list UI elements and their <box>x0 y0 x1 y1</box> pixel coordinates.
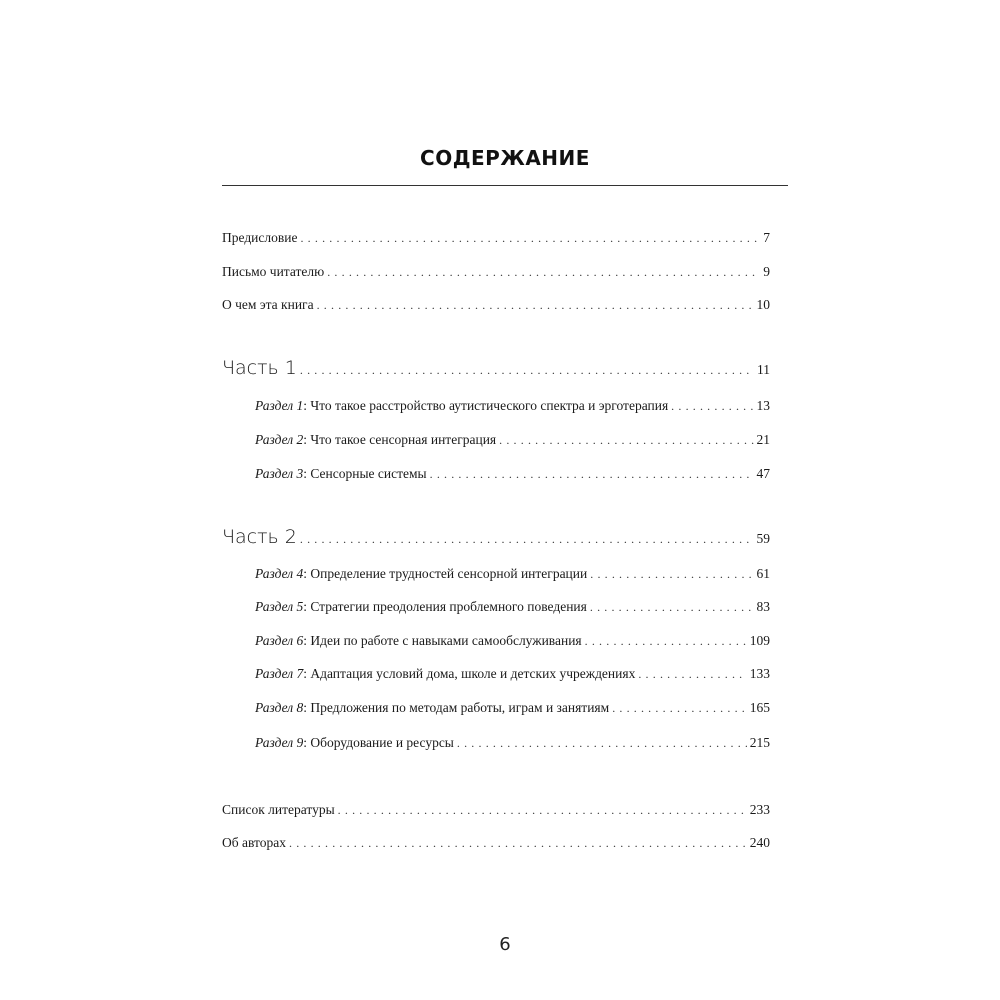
toc-section-6 <box>255 633 770 649</box>
section-prefix: Раздел 5 <box>255 599 304 614</box>
section-title: : Сенсорные системы <box>303 466 427 481</box>
toc-section-3 <box>255 466 770 482</box>
toc-entry-label: Об авторах <box>222 835 286 850</box>
toc-section-7 <box>255 666 770 682</box>
toc-entry-about-book <box>222 297 770 313</box>
toc-part-1 <box>222 357 770 379</box>
toc-section-label <box>255 735 454 751</box>
toc-section-1 <box>255 398 770 414</box>
toc-page-number: 61 <box>756 566 770 581</box>
toc-section-label <box>255 566 587 582</box>
toc-section-label <box>255 700 609 716</box>
section-title: : Стратегии преодоления проблемного поведения <box>303 599 587 614</box>
toc-entry-references <box>222 802 770 818</box>
section-title: : Что такое расстройство аутистического спектра и эрготерапия <box>303 398 669 413</box>
dot-leader <box>300 526 754 545</box>
toc-page-number: 215 <box>749 735 770 750</box>
section-prefix: Раздел 1 <box>255 398 304 413</box>
dot-leader <box>638 666 746 680</box>
section-prefix: Раздел 9 <box>255 735 304 750</box>
dot-leader <box>499 432 753 446</box>
toc-section-label <box>255 466 427 482</box>
toc-section-2 <box>255 432 770 448</box>
toc-part-label: Часть 2 <box>222 526 297 548</box>
dot-leader <box>430 466 754 480</box>
dot-leader <box>590 599 754 613</box>
section-prefix: Раздел 2 <box>255 432 304 447</box>
toc-entry-label: Письмо читателю <box>222 264 325 279</box>
toc-part-2 <box>222 526 770 548</box>
toc-section-label <box>255 599 587 615</box>
toc-section-label <box>255 633 582 649</box>
toc-section-label <box>255 666 635 682</box>
toc-page-number: 13 <box>756 398 770 413</box>
toc-page-number: 233 <box>749 802 770 817</box>
toc-entry-label: О чем эта книга <box>222 297 314 312</box>
dot-leader <box>338 802 747 816</box>
toc-page-number: 133 <box>749 666 770 681</box>
toc-page-number: 83 <box>756 599 770 614</box>
dot-leader <box>289 835 747 849</box>
toc-section-9 <box>255 735 770 751</box>
toc-page-number: 47 <box>756 466 770 481</box>
toc-section-label <box>255 398 668 414</box>
section-title: : Определение трудностей сенсорной интеграции <box>303 566 588 581</box>
dot-leader <box>300 230 760 244</box>
dot-leader <box>671 398 753 412</box>
section-title: : Оборудование и ресурсы <box>303 735 454 750</box>
section-title: : Что такое сенсорная интеграция <box>303 432 497 447</box>
toc-page-number: 10 <box>756 297 770 312</box>
dot-leader <box>327 264 760 278</box>
dot-leader <box>317 297 754 311</box>
section-prefix: Раздел 3 <box>255 466 304 481</box>
toc-entry-letter <box>222 264 770 280</box>
page-title: СОДЕРЖАНИЕ <box>420 146 590 170</box>
toc-page-number: 165 <box>749 700 770 715</box>
toc-entry-authors <box>222 835 770 851</box>
dot-leader <box>612 700 747 714</box>
section-title: : Предложения по методам работы, играм и занятиям <box>303 700 610 715</box>
toc-page-number: 7 <box>763 230 770 245</box>
dot-leader <box>590 566 753 580</box>
toc-page-number: 240 <box>749 835 770 850</box>
section-title: : Идеи по работе с навыками самообслуживания <box>303 633 582 648</box>
toc-page-number: 59 <box>756 531 770 546</box>
toc-entry-label: Список литературы <box>222 802 335 817</box>
toc-entry-preface <box>222 230 770 246</box>
section-prefix: Раздел 4 <box>255 566 304 581</box>
section-title: : Адаптация условий дома, школе и детских учреждениях <box>303 666 636 681</box>
toc-section-label <box>255 432 496 448</box>
toc-section-8 <box>255 700 770 716</box>
toc-page-number: 9 <box>763 264 770 279</box>
toc-page-number: 11 <box>757 362 770 377</box>
section-prefix: Раздел 7 <box>255 666 304 681</box>
dot-leader <box>585 633 747 647</box>
section-prefix: Раздел 8 <box>255 700 304 715</box>
page-number: 6 <box>499 934 511 955</box>
dot-leader <box>457 735 747 749</box>
toc-entry-label: Предисловие <box>222 230 298 245</box>
dot-leader <box>300 357 754 376</box>
toc-part-label: Часть 1 <box>222 357 297 379</box>
section-prefix: Раздел 6 <box>255 633 304 648</box>
toc-section-5 <box>255 599 770 615</box>
toc-page-number: 21 <box>756 432 770 447</box>
toc-page-number: 109 <box>749 633 770 648</box>
toc-section-4 <box>255 566 770 582</box>
